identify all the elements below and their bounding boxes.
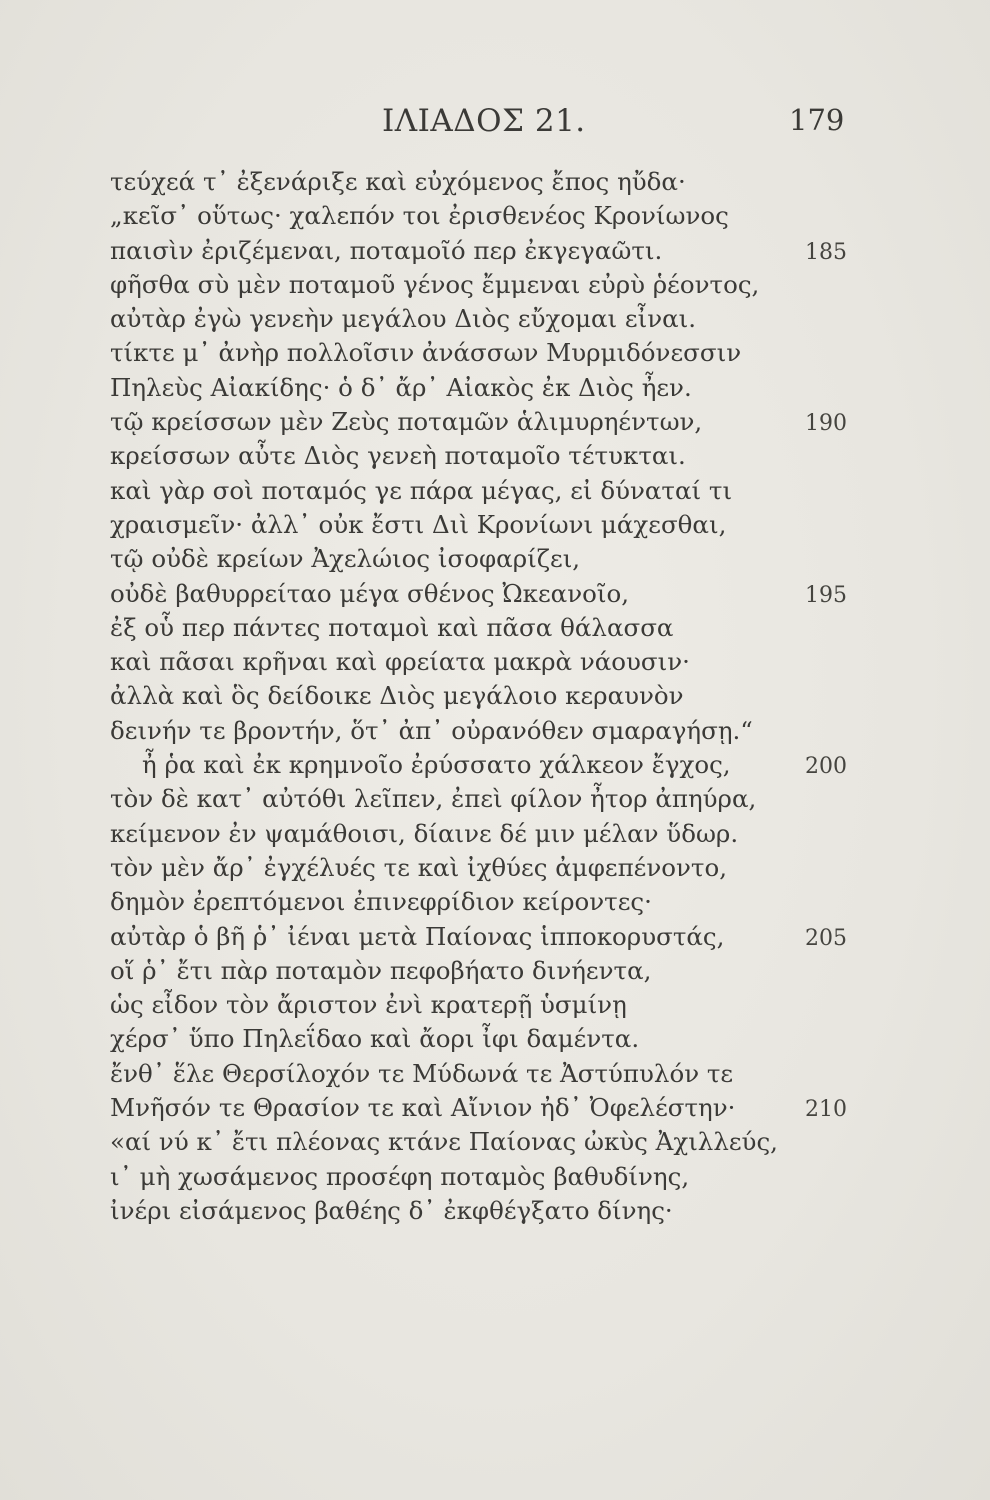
page-header bbox=[0, 103, 990, 143]
verse-text: τὸν δὲ κατ᾽ αὐτόθι λεῖπεν, ἐπεὶ φίλον ἦτορ ἀπηύρα, bbox=[110, 784, 757, 814]
verse-line bbox=[110, 165, 970, 199]
verse-text: ἀλλὰ καὶ ὃς δείδοικε Διὸς μεγάλοιο κεραυνὸν bbox=[110, 681, 684, 711]
verse-line bbox=[110, 1091, 970, 1125]
verse-block bbox=[110, 165, 970, 1228]
verse-text: αὐτὰρ ἐγὼ γενεὴν μεγάλου Διὸς εὔχομαι εἶναι. bbox=[110, 304, 697, 334]
line-number: 205 bbox=[805, 925, 847, 951]
verse-line bbox=[110, 336, 970, 370]
verse-text: ἐξ οὗ περ πάντες ποταμοὶ καὶ πᾶσα θάλασσα bbox=[110, 612, 674, 642]
verse-line bbox=[110, 302, 970, 336]
verse-text: τῷ κρείσσων μὲν Ζεὺς ποταμῶν ἁλιμυρηέντων, bbox=[110, 407, 703, 437]
verse-text: τεύχεά τ᾽ ἐξενάριξε καὶ εὐχόμενος ἔπος ηὔδα· bbox=[110, 167, 686, 196]
verse-line bbox=[110, 199, 970, 233]
verse-line bbox=[110, 1057, 970, 1091]
verse-text: καὶ πᾶσαι κρῆναι καὶ φρείατα μακρὰ νάουσιν· bbox=[110, 647, 690, 677]
running-title: ΙΛΙΑΔΟΣ 21. bbox=[382, 103, 586, 139]
verse-line bbox=[110, 679, 970, 713]
verse-text: φῆσθα σὺ μὲν ποταμοῦ γένος ἔμμεναι εὐρὺ ῥέοντος, bbox=[110, 269, 760, 299]
verse-text: ἦ ῥα καὶ ἐκ κρημνοῖο ἐρύσσατο χάλκεον ἔγχος, bbox=[142, 750, 731, 780]
verse-line bbox=[110, 371, 970, 405]
verse-text: ἰνέρι εἰσάμενος βαθέης δ᾽ ἐκφθέγξατο δίνης· bbox=[110, 1195, 673, 1225]
verse-text: ι᾽ μὴ χωσάμενος προσέφη ποταμὸς βαθυδίνης, bbox=[110, 1161, 690, 1191]
verse-text: τίκτε μ᾽ ἀνὴρ πολλοῖσιν ἀνάσσων Μυρμιδόνεσσιν bbox=[110, 338, 742, 368]
verse-text: κείμενον ἐν ψαμάθοισι, δίαινε δέ μιν μέλαν ὕδωρ. bbox=[110, 818, 739, 848]
verse-line bbox=[110, 508, 970, 542]
verse-text: οἵ ῥ᾽ ἔτι πὰρ ποταμὸν πεφοβήατο δινήεντα, bbox=[110, 955, 652, 985]
verse-line bbox=[110, 234, 970, 268]
verse-line bbox=[110, 885, 970, 919]
verse-line bbox=[110, 714, 970, 748]
verse-text: δημὸν ἐρεπτόμενοι ἐπινεφρίδιον κείροντες· bbox=[110, 887, 652, 917]
verse-line bbox=[110, 851, 970, 885]
verse-text: Πηλεὺς Αἰακίδης· ὁ δ᾽ ἄρ᾽ Αἰακὸς ἐκ Διὸς ἦεν. bbox=[110, 372, 692, 402]
verse-text: αὐτὰρ ὁ βῆ ῥ᾽ ἰέναι μετὰ Παίονας ἱπποκορυστάς, bbox=[110, 921, 725, 951]
page-number: 179 bbox=[789, 103, 845, 137]
verse-line bbox=[110, 748, 970, 782]
line-number: 185 bbox=[805, 239, 847, 265]
verse-text: καὶ γὰρ σοὶ ποταμός γε πάρα μέγας, εἰ δύναταί τι bbox=[110, 475, 733, 505]
verse-text: „κεῖσ᾽ οὕτως· χαλεπόν τοι ἐρισθενέος Κρονίωνος bbox=[110, 201, 729, 231]
verse-line bbox=[110, 542, 970, 576]
verse-line bbox=[110, 920, 970, 954]
verse-text: οὐδὲ βαθυρρείταο μέγα σθένος Ὠκεανοῖο, bbox=[110, 578, 629, 608]
line-number: 195 bbox=[805, 582, 847, 608]
verse-text: τῷ οὐδὲ κρείων Ἀχελώιος ἰσοφαρίζει, bbox=[110, 544, 581, 574]
verse-line bbox=[110, 988, 970, 1022]
verse-text: κρείσσων αὖτε Διὸς γενεὴ ποταμοῖο τέτυκται. bbox=[110, 441, 686, 471]
verse-line bbox=[110, 782, 970, 816]
verse-line bbox=[110, 1022, 970, 1056]
verse-text: παισὶν ἐριζέμεναι, ποταμοῖό περ ἐκγεγαῶτι. bbox=[110, 235, 663, 265]
verse-line bbox=[110, 817, 970, 851]
line-number: 190 bbox=[805, 411, 847, 437]
verse-line bbox=[110, 439, 970, 473]
verse-text: Μνῆσόν τε Θρασίον τε καὶ Αἴνιον ἠδ᾽ Ὀφελέστην· bbox=[110, 1093, 736, 1123]
verse-line bbox=[110, 611, 970, 645]
verse-text: χέρσ᾽ ὕπο Πηλεΐδαο καὶ ἄορι ἶφι δαμέντα. bbox=[110, 1024, 640, 1054]
verse-line bbox=[110, 268, 970, 302]
line-number: 200 bbox=[805, 754, 847, 780]
verse-line bbox=[110, 954, 970, 988]
line-number: 210 bbox=[805, 1097, 847, 1123]
verse-line bbox=[110, 1194, 970, 1228]
verse-line bbox=[110, 577, 970, 611]
verse-line bbox=[110, 1160, 970, 1194]
verse-line bbox=[110, 474, 970, 508]
verse-text: τὸν μὲν ἄρ᾽ ἐγχέλυές τε καὶ ἰχθύες ἀμφεπένοντο, bbox=[110, 852, 727, 882]
verse-line bbox=[110, 405, 970, 439]
verse-line bbox=[110, 645, 970, 679]
verse-line bbox=[110, 1125, 970, 1159]
verse-text: ἔνθ᾽ ἕλε Θερσίλοχόν τε Μύδωνά τε Ἀστύπυλόν τε bbox=[110, 1058, 734, 1088]
verse-text: «αί νύ κ᾽ ἔτι πλέονας κτάνε Παίονας ὠκὺς Ἀχιλλεύς, bbox=[110, 1127, 778, 1157]
verse-text: δεινήν τε βροντήν, ὅτ᾽ ἀπ᾽ οὐρανόθεν σμαραγήσῃ.“ bbox=[110, 715, 753, 745]
verse-text: ὡς εἶδον τὸν ἄριστον ἐνὶ κρατερῇ ὑσμίνῃ bbox=[110, 990, 627, 1020]
verse-text: χραισμεῖν· ἀλλ᾽ οὐκ ἔστι Διὶ Κρονίωνι μάχεσθαι, bbox=[110, 509, 727, 539]
